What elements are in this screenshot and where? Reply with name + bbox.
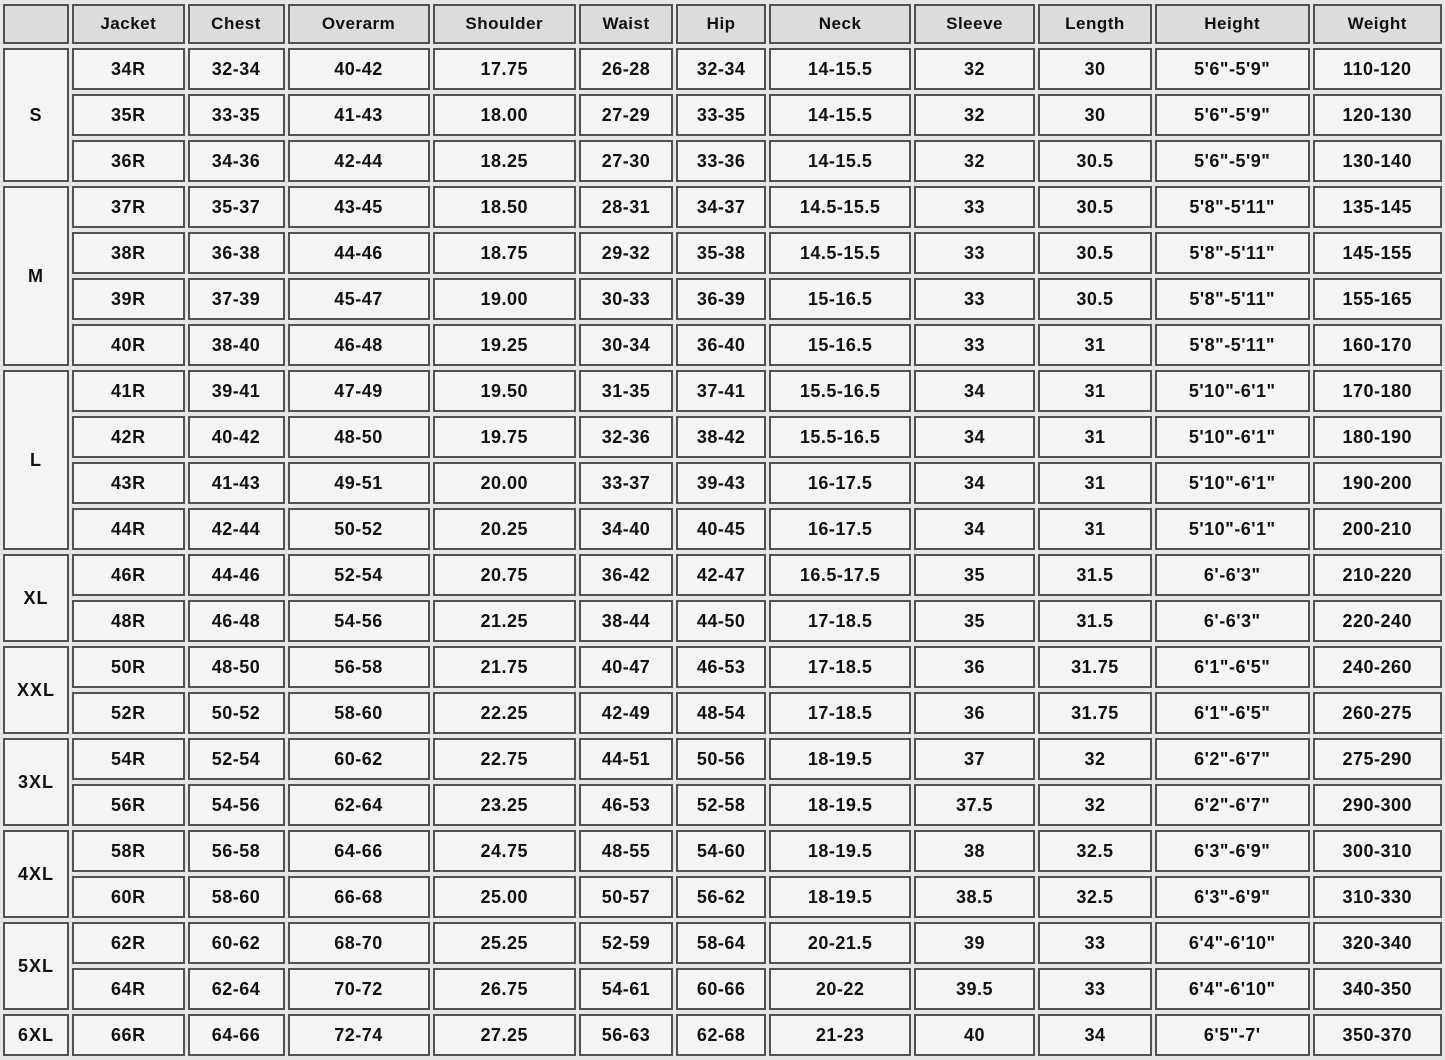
data-cell-jacket: 38R bbox=[72, 232, 184, 274]
data-cell-waist: 56-63 bbox=[579, 1014, 673, 1056]
data-cell-waist: 40-47 bbox=[579, 646, 673, 688]
data-cell-height: 6'4"-6'10" bbox=[1155, 922, 1310, 964]
data-cell-waist: 38-44 bbox=[579, 600, 673, 642]
data-cell-chest: 34-36 bbox=[188, 140, 285, 182]
data-cell-chest: 48-50 bbox=[188, 646, 285, 688]
data-cell-neck: 14.5-15.5 bbox=[769, 186, 911, 228]
data-cell-length: 30.5 bbox=[1038, 278, 1152, 320]
data-cell-sleeve: 34 bbox=[914, 508, 1035, 550]
data-cell-hip: 58-64 bbox=[676, 922, 766, 964]
data-cell-length: 32.5 bbox=[1038, 830, 1152, 872]
data-cell-length: 30.5 bbox=[1038, 140, 1152, 182]
data-cell-chest: 37-39 bbox=[188, 278, 285, 320]
table-row bbox=[3, 1014, 1442, 1056]
table-body bbox=[3, 48, 1442, 1056]
data-cell-sleeve: 34 bbox=[914, 370, 1035, 412]
data-cell-jacket: 62R bbox=[72, 922, 184, 964]
data-cell-hip: 34-37 bbox=[676, 186, 766, 228]
data-cell-jacket: 39R bbox=[72, 278, 184, 320]
data-cell-neck: 15.5-16.5 bbox=[769, 370, 911, 412]
data-cell-shoulder: 19.00 bbox=[433, 278, 576, 320]
data-cell-chest: 62-64 bbox=[188, 968, 285, 1010]
data-cell-chest: 33-35 bbox=[188, 94, 285, 136]
data-cell-hip: 39-43 bbox=[676, 462, 766, 504]
data-cell-weight: 260-275 bbox=[1313, 692, 1442, 734]
data-cell-shoulder: 20.25 bbox=[433, 508, 576, 550]
data-cell-hip: 46-53 bbox=[676, 646, 766, 688]
header-cell-overarm: Overarm bbox=[288, 4, 430, 44]
data-cell-shoulder: 18.00 bbox=[433, 94, 576, 136]
data-cell-weight: 160-170 bbox=[1313, 324, 1442, 366]
table-row bbox=[3, 876, 1442, 918]
data-cell-neck: 18-19.5 bbox=[769, 876, 911, 918]
data-cell-jacket: 54R bbox=[72, 738, 184, 780]
data-cell-hip: 44-50 bbox=[676, 600, 766, 642]
size-group-cell-4xl: 4XL bbox=[3, 830, 69, 918]
data-cell-jacket: 36R bbox=[72, 140, 184, 182]
data-cell-hip: 36-39 bbox=[676, 278, 766, 320]
data-cell-height: 5'6"-5'9" bbox=[1155, 94, 1310, 136]
data-cell-height: 5'6"-5'9" bbox=[1155, 48, 1310, 90]
data-cell-jacket: 41R bbox=[72, 370, 184, 412]
data-cell-chest: 39-41 bbox=[188, 370, 285, 412]
data-cell-height: 5'10"-6'1" bbox=[1155, 370, 1310, 412]
data-cell-waist: 32-36 bbox=[579, 416, 673, 458]
table-row bbox=[3, 692, 1442, 734]
size-group-cell-xl: XL bbox=[3, 554, 69, 642]
data-cell-length: 31 bbox=[1038, 462, 1152, 504]
corner-cell bbox=[3, 4, 69, 44]
data-cell-height: 6'4"-6'10" bbox=[1155, 968, 1310, 1010]
data-cell-sleeve: 35 bbox=[914, 600, 1035, 642]
data-cell-height: 6'-6'3" bbox=[1155, 554, 1310, 596]
data-cell-waist: 33-37 bbox=[579, 462, 673, 504]
table-row bbox=[3, 416, 1442, 458]
data-cell-hip: 62-68 bbox=[676, 1014, 766, 1056]
data-cell-length: 30 bbox=[1038, 48, 1152, 90]
data-cell-shoulder: 25.00 bbox=[433, 876, 576, 918]
data-cell-overarm: 62-64 bbox=[288, 784, 430, 826]
data-cell-height: 6'2"-6'7" bbox=[1155, 784, 1310, 826]
data-cell-sleeve: 34 bbox=[914, 462, 1035, 504]
data-cell-height: 5'8"-5'11" bbox=[1155, 324, 1310, 366]
data-cell-sleeve: 36 bbox=[914, 646, 1035, 688]
data-cell-waist: 26-28 bbox=[579, 48, 673, 90]
size-group-cell-l: L bbox=[3, 370, 69, 550]
data-cell-shoulder: 19.75 bbox=[433, 416, 576, 458]
size-group-cell-6xl: 6XL bbox=[3, 1014, 69, 1056]
data-cell-height: 5'8"-5'11" bbox=[1155, 278, 1310, 320]
data-cell-shoulder: 21.75 bbox=[433, 646, 576, 688]
data-cell-neck: 14-15.5 bbox=[769, 48, 911, 90]
table-row bbox=[3, 968, 1442, 1010]
data-cell-overarm: 68-70 bbox=[288, 922, 430, 964]
data-cell-length: 31.75 bbox=[1038, 646, 1152, 688]
size-group-cell-xxl: XXL bbox=[3, 646, 69, 734]
data-cell-chest: 42-44 bbox=[188, 508, 285, 550]
data-cell-shoulder: 24.75 bbox=[433, 830, 576, 872]
header-cell-weight: Weight bbox=[1313, 4, 1442, 44]
data-cell-height: 5'10"-6'1" bbox=[1155, 462, 1310, 504]
data-cell-weight: 155-165 bbox=[1313, 278, 1442, 320]
data-cell-chest: 40-42 bbox=[188, 416, 285, 458]
data-cell-waist: 29-32 bbox=[579, 232, 673, 274]
data-cell-jacket: 42R bbox=[72, 416, 184, 458]
data-cell-length: 31 bbox=[1038, 508, 1152, 550]
data-cell-weight: 135-145 bbox=[1313, 186, 1442, 228]
data-cell-weight: 220-240 bbox=[1313, 600, 1442, 642]
data-cell-height: 5'8"-5'11" bbox=[1155, 186, 1310, 228]
data-cell-chest: 54-56 bbox=[188, 784, 285, 826]
data-cell-height: 5'8"-5'11" bbox=[1155, 232, 1310, 274]
data-cell-neck: 17-18.5 bbox=[769, 692, 911, 734]
data-cell-weight: 340-350 bbox=[1313, 968, 1442, 1010]
data-cell-chest: 60-62 bbox=[188, 922, 285, 964]
data-cell-waist: 30-34 bbox=[579, 324, 673, 366]
data-cell-waist: 28-31 bbox=[579, 186, 673, 228]
data-cell-neck: 15.5-16.5 bbox=[769, 416, 911, 458]
data-cell-height: 6'3"-6'9" bbox=[1155, 876, 1310, 918]
data-cell-length: 32.5 bbox=[1038, 876, 1152, 918]
data-cell-hip: 54-60 bbox=[676, 830, 766, 872]
data-cell-shoulder: 18.25 bbox=[433, 140, 576, 182]
data-cell-height: 6'1"-6'5" bbox=[1155, 692, 1310, 734]
data-cell-jacket: 52R bbox=[72, 692, 184, 734]
data-cell-sleeve: 38.5 bbox=[914, 876, 1035, 918]
data-cell-overarm: 58-60 bbox=[288, 692, 430, 734]
header-cell-chest: Chest bbox=[188, 4, 285, 44]
table-row bbox=[3, 784, 1442, 826]
data-cell-length: 31.5 bbox=[1038, 600, 1152, 642]
data-cell-sleeve: 32 bbox=[914, 94, 1035, 136]
data-cell-sleeve: 35 bbox=[914, 554, 1035, 596]
data-cell-chest: 32-34 bbox=[188, 48, 285, 90]
data-cell-hip: 52-58 bbox=[676, 784, 766, 826]
data-cell-overarm: 60-62 bbox=[288, 738, 430, 780]
data-cell-shoulder: 18.75 bbox=[433, 232, 576, 274]
data-cell-shoulder: 20.75 bbox=[433, 554, 576, 596]
data-cell-hip: 33-36 bbox=[676, 140, 766, 182]
data-cell-chest: 58-60 bbox=[188, 876, 285, 918]
data-cell-hip: 36-40 bbox=[676, 324, 766, 366]
data-cell-sleeve: 32 bbox=[914, 48, 1035, 90]
data-cell-shoulder: 17.75 bbox=[433, 48, 576, 90]
header-cell-length: Length bbox=[1038, 4, 1152, 44]
data-cell-sleeve: 34 bbox=[914, 416, 1035, 458]
data-cell-chest: 41-43 bbox=[188, 462, 285, 504]
data-cell-jacket: 50R bbox=[72, 646, 184, 688]
data-cell-weight: 120-130 bbox=[1313, 94, 1442, 136]
data-cell-hip: 33-35 bbox=[676, 94, 766, 136]
data-cell-height: 5'10"-6'1" bbox=[1155, 416, 1310, 458]
data-cell-neck: 17-18.5 bbox=[769, 646, 911, 688]
data-cell-hip: 35-38 bbox=[676, 232, 766, 274]
data-cell-neck: 18-19.5 bbox=[769, 738, 911, 780]
data-cell-weight: 290-300 bbox=[1313, 784, 1442, 826]
data-cell-weight: 350-370 bbox=[1313, 1014, 1442, 1056]
size-group-cell-5xl: 5XL bbox=[3, 922, 69, 1010]
data-cell-sleeve: 37 bbox=[914, 738, 1035, 780]
data-cell-chest: 46-48 bbox=[188, 600, 285, 642]
table-row bbox=[3, 508, 1442, 550]
data-cell-chest: 38-40 bbox=[188, 324, 285, 366]
table-row bbox=[3, 922, 1442, 964]
data-cell-chest: 35-37 bbox=[188, 186, 285, 228]
table-row bbox=[3, 140, 1442, 182]
data-cell-waist: 42-49 bbox=[579, 692, 673, 734]
data-cell-sleeve: 39 bbox=[914, 922, 1035, 964]
data-cell-length: 30.5 bbox=[1038, 186, 1152, 228]
table-row bbox=[3, 462, 1442, 504]
data-cell-chest: 52-54 bbox=[188, 738, 285, 780]
data-cell-weight: 310-330 bbox=[1313, 876, 1442, 918]
data-cell-height: 6'1"-6'5" bbox=[1155, 646, 1310, 688]
data-cell-sleeve: 33 bbox=[914, 232, 1035, 274]
data-cell-overarm: 43-45 bbox=[288, 186, 430, 228]
data-cell-sleeve: 36 bbox=[914, 692, 1035, 734]
data-cell-neck: 18-19.5 bbox=[769, 784, 911, 826]
data-cell-neck: 16-17.5 bbox=[769, 508, 911, 550]
data-cell-neck: 20-22 bbox=[769, 968, 911, 1010]
data-cell-waist: 34-40 bbox=[579, 508, 673, 550]
data-cell-length: 32 bbox=[1038, 784, 1152, 826]
table-row bbox=[3, 738, 1442, 780]
table-row bbox=[3, 48, 1442, 90]
data-cell-jacket: 58R bbox=[72, 830, 184, 872]
data-cell-chest: 56-58 bbox=[188, 830, 285, 872]
data-cell-waist: 27-29 bbox=[579, 94, 673, 136]
data-cell-weight: 190-200 bbox=[1313, 462, 1442, 504]
header-cell-shoulder: Shoulder bbox=[433, 4, 576, 44]
data-cell-overarm: 56-58 bbox=[288, 646, 430, 688]
data-cell-length: 33 bbox=[1038, 968, 1152, 1010]
data-cell-overarm: 42-44 bbox=[288, 140, 430, 182]
table-row bbox=[3, 554, 1442, 596]
data-cell-neck: 14.5-15.5 bbox=[769, 232, 911, 274]
data-cell-overarm: 66-68 bbox=[288, 876, 430, 918]
data-cell-hip: 50-56 bbox=[676, 738, 766, 780]
data-cell-length: 31.75 bbox=[1038, 692, 1152, 734]
data-cell-length: 30.5 bbox=[1038, 232, 1152, 274]
data-cell-shoulder: 19.25 bbox=[433, 324, 576, 366]
table-row bbox=[3, 324, 1442, 366]
data-cell-chest: 44-46 bbox=[188, 554, 285, 596]
data-cell-waist: 48-55 bbox=[579, 830, 673, 872]
data-cell-hip: 48-54 bbox=[676, 692, 766, 734]
data-cell-hip: 60-66 bbox=[676, 968, 766, 1010]
data-cell-overarm: 72-74 bbox=[288, 1014, 430, 1056]
data-cell-shoulder: 23.25 bbox=[433, 784, 576, 826]
data-cell-waist: 50-57 bbox=[579, 876, 673, 918]
data-cell-shoulder: 25.25 bbox=[433, 922, 576, 964]
data-cell-overarm: 40-42 bbox=[288, 48, 430, 90]
data-cell-jacket: 48R bbox=[72, 600, 184, 642]
data-cell-jacket: 44R bbox=[72, 508, 184, 550]
data-cell-hip: 38-42 bbox=[676, 416, 766, 458]
data-cell-neck: 16.5-17.5 bbox=[769, 554, 911, 596]
data-cell-sleeve: 38 bbox=[914, 830, 1035, 872]
data-cell-weight: 200-210 bbox=[1313, 508, 1442, 550]
data-cell-waist: 36-42 bbox=[579, 554, 673, 596]
data-cell-height: 5'10"-6'1" bbox=[1155, 508, 1310, 550]
data-cell-sleeve: 33 bbox=[914, 324, 1035, 366]
data-cell-waist: 27-30 bbox=[579, 140, 673, 182]
data-cell-length: 31 bbox=[1038, 416, 1152, 458]
data-cell-sleeve: 33 bbox=[914, 186, 1035, 228]
data-cell-weight: 130-140 bbox=[1313, 140, 1442, 182]
data-cell-jacket: 46R bbox=[72, 554, 184, 596]
data-cell-overarm: 44-46 bbox=[288, 232, 430, 274]
data-cell-sleeve: 33 bbox=[914, 278, 1035, 320]
data-cell-waist: 31-35 bbox=[579, 370, 673, 412]
data-cell-overarm: 50-52 bbox=[288, 508, 430, 550]
header-cell-sleeve: Sleeve bbox=[914, 4, 1035, 44]
data-cell-neck: 15-16.5 bbox=[769, 278, 911, 320]
data-cell-hip: 32-34 bbox=[676, 48, 766, 90]
data-cell-waist: 52-59 bbox=[579, 922, 673, 964]
data-cell-weight: 180-190 bbox=[1313, 416, 1442, 458]
data-cell-neck: 17-18.5 bbox=[769, 600, 911, 642]
data-cell-sleeve: 37.5 bbox=[914, 784, 1035, 826]
data-cell-height: 6'5"-7' bbox=[1155, 1014, 1310, 1056]
data-cell-overarm: 47-49 bbox=[288, 370, 430, 412]
data-cell-overarm: 54-56 bbox=[288, 600, 430, 642]
data-cell-jacket: 66R bbox=[72, 1014, 184, 1056]
data-cell-sleeve: 32 bbox=[914, 140, 1035, 182]
data-cell-waist: 46-53 bbox=[579, 784, 673, 826]
data-cell-jacket: 34R bbox=[72, 48, 184, 90]
data-cell-jacket: 35R bbox=[72, 94, 184, 136]
data-cell-chest: 36-38 bbox=[188, 232, 285, 274]
data-cell-overarm: 49-51 bbox=[288, 462, 430, 504]
data-cell-hip: 37-41 bbox=[676, 370, 766, 412]
data-cell-neck: 14-15.5 bbox=[769, 140, 911, 182]
data-cell-length: 31 bbox=[1038, 370, 1152, 412]
data-cell-height: 5'6"-5'9" bbox=[1155, 140, 1310, 182]
data-cell-hip: 56-62 bbox=[676, 876, 766, 918]
size-group-cell-s: S bbox=[3, 48, 69, 182]
data-cell-shoulder: 18.50 bbox=[433, 186, 576, 228]
data-cell-height: 6'-6'3" bbox=[1155, 600, 1310, 642]
data-cell-neck: 16-17.5 bbox=[769, 462, 911, 504]
table-row bbox=[3, 370, 1442, 412]
data-cell-overarm: 52-54 bbox=[288, 554, 430, 596]
data-cell-hip: 42-47 bbox=[676, 554, 766, 596]
data-cell-height: 6'2"-6'7" bbox=[1155, 738, 1310, 780]
data-cell-length: 33 bbox=[1038, 922, 1152, 964]
data-cell-jacket: 56R bbox=[72, 784, 184, 826]
header-row bbox=[3, 4, 1442, 44]
data-cell-jacket: 60R bbox=[72, 876, 184, 918]
data-cell-overarm: 70-72 bbox=[288, 968, 430, 1010]
data-cell-neck: 14-15.5 bbox=[769, 94, 911, 136]
data-cell-neck: 21-23 bbox=[769, 1014, 911, 1056]
header-cell-jacket: Jacket bbox=[72, 4, 184, 44]
data-cell-shoulder: 27.25 bbox=[433, 1014, 576, 1056]
data-cell-weight: 110-120 bbox=[1313, 48, 1442, 90]
data-cell-weight: 275-290 bbox=[1313, 738, 1442, 780]
data-cell-jacket: 64R bbox=[72, 968, 184, 1010]
data-cell-overarm: 48-50 bbox=[288, 416, 430, 458]
data-cell-jacket: 40R bbox=[72, 324, 184, 366]
data-cell-jacket: 37R bbox=[72, 186, 184, 228]
header-cell-waist: Waist bbox=[579, 4, 673, 44]
data-cell-length: 31 bbox=[1038, 324, 1152, 366]
size-group-cell-3xl: 3XL bbox=[3, 738, 69, 826]
data-cell-length: 32 bbox=[1038, 738, 1152, 780]
data-cell-overarm: 46-48 bbox=[288, 324, 430, 366]
header-cell-neck: Neck bbox=[769, 4, 911, 44]
data-cell-jacket: 43R bbox=[72, 462, 184, 504]
table-row bbox=[3, 646, 1442, 688]
data-cell-waist: 54-61 bbox=[579, 968, 673, 1010]
data-cell-weight: 320-340 bbox=[1313, 922, 1442, 964]
data-cell-neck: 20-21.5 bbox=[769, 922, 911, 964]
data-cell-shoulder: 19.50 bbox=[433, 370, 576, 412]
data-cell-weight: 300-310 bbox=[1313, 830, 1442, 872]
data-cell-overarm: 64-66 bbox=[288, 830, 430, 872]
data-cell-length: 34 bbox=[1038, 1014, 1152, 1056]
data-cell-length: 31.5 bbox=[1038, 554, 1152, 596]
data-cell-chest: 64-66 bbox=[188, 1014, 285, 1056]
table-row bbox=[3, 186, 1442, 228]
table-row bbox=[3, 94, 1442, 136]
data-cell-waist: 30-33 bbox=[579, 278, 673, 320]
data-cell-shoulder: 20.00 bbox=[433, 462, 576, 504]
data-cell-chest: 50-52 bbox=[188, 692, 285, 734]
table-row bbox=[3, 232, 1442, 274]
header-cell-height: Height bbox=[1155, 4, 1310, 44]
data-cell-weight: 240-260 bbox=[1313, 646, 1442, 688]
data-cell-shoulder: 22.25 bbox=[433, 692, 576, 734]
size-group-cell-m: M bbox=[3, 186, 69, 366]
data-cell-weight: 210-220 bbox=[1313, 554, 1442, 596]
data-cell-height: 6'3"-6'9" bbox=[1155, 830, 1310, 872]
data-cell-hip: 40-45 bbox=[676, 508, 766, 550]
data-cell-shoulder: 26.75 bbox=[433, 968, 576, 1010]
table-row bbox=[3, 830, 1442, 872]
data-cell-sleeve: 40 bbox=[914, 1014, 1035, 1056]
data-cell-neck: 18-19.5 bbox=[769, 830, 911, 872]
data-cell-shoulder: 21.25 bbox=[433, 600, 576, 642]
header-cell-hip: Hip bbox=[676, 4, 766, 44]
data-cell-waist: 44-51 bbox=[579, 738, 673, 780]
data-cell-neck: 15-16.5 bbox=[769, 324, 911, 366]
data-cell-overarm: 41-43 bbox=[288, 94, 430, 136]
data-cell-weight: 145-155 bbox=[1313, 232, 1442, 274]
data-cell-shoulder: 22.75 bbox=[433, 738, 576, 780]
table-row bbox=[3, 278, 1442, 320]
data-cell-length: 30 bbox=[1038, 94, 1152, 136]
table-row bbox=[3, 600, 1442, 642]
data-cell-overarm: 45-47 bbox=[288, 278, 430, 320]
data-cell-sleeve: 39.5 bbox=[914, 968, 1035, 1010]
data-cell-weight: 170-180 bbox=[1313, 370, 1442, 412]
